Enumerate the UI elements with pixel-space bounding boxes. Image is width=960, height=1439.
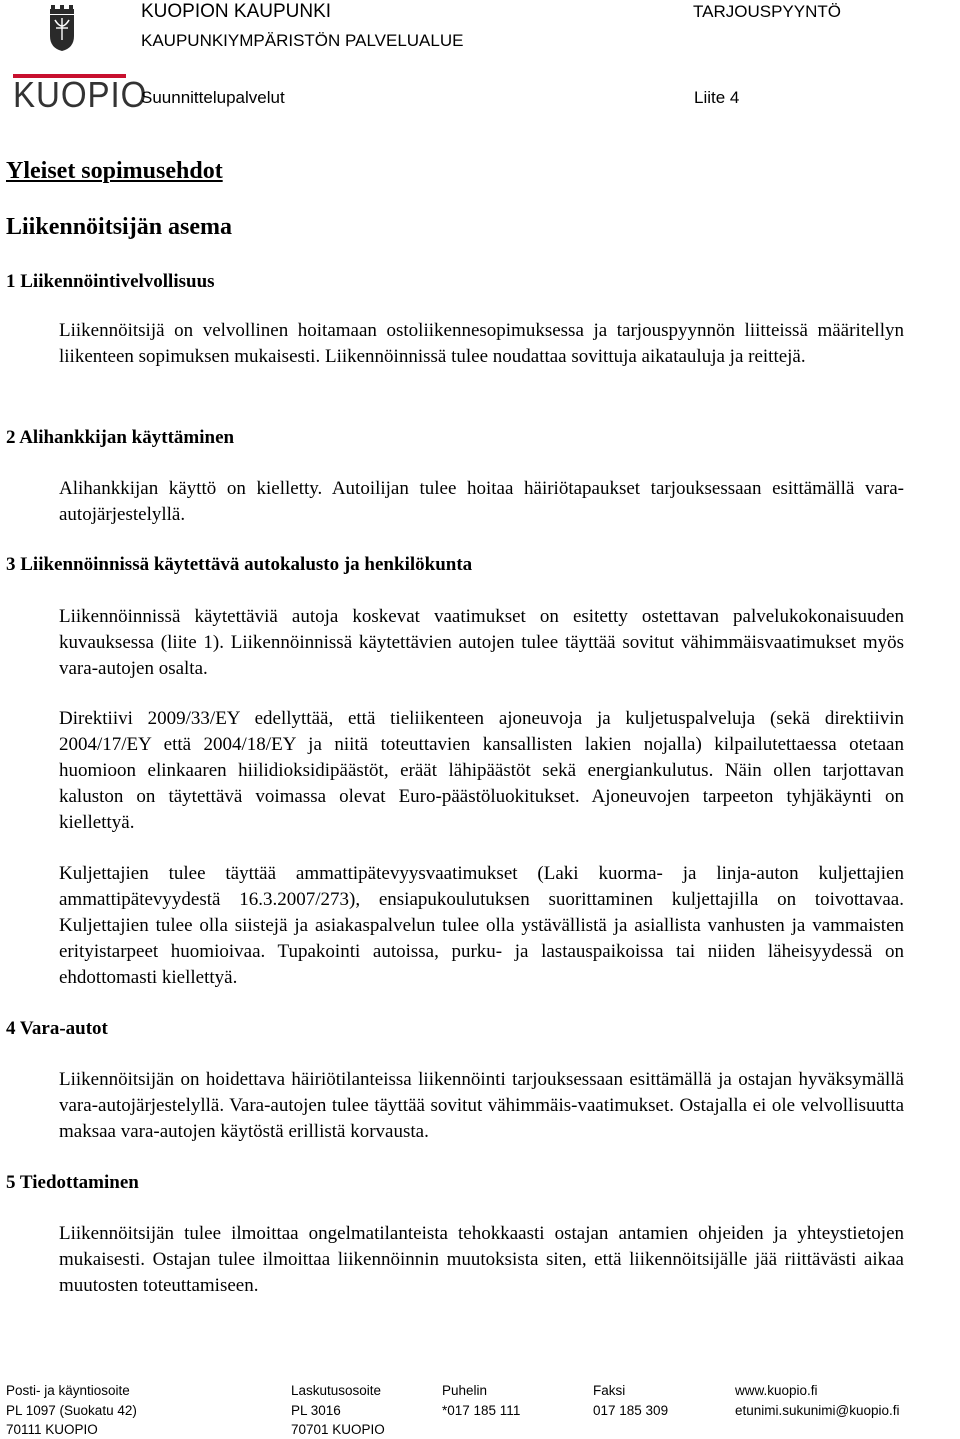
section-paragraph: Kuljettajien tulee täyttää ammattipätevyysvaatimukset (Laki kuorma- ja linja-auton kuljettajien ammattipätevyydestä 16.3.2007/273), ensiapukoulutuksen suorittaminen kuljettajilla on toivottavaa. Kuljettajien tulee olla siistejä ja asiakaspalvelun tulee olla ystävällistä ja asiallista vanhusten ja vammaisten erityistarpeet huomioivaa. Tupakointi autoissa, purku- ja lastauspaikoissa tai niiden läheisyydessä on ehdottomasti kiellettyä. [59, 863, 904, 988]
section-heading: 4 Vara-autot [6, 1018, 108, 1039]
address-line1: PL 1097 (Suokatu 42) [6, 1403, 137, 1418]
section-heading: 3 Liikennöinnissä käytettävä autokalusto ja henkilökunta [6, 554, 473, 575]
email-link[interactable]: etunimi.sukunimi@kuopio.fi [735, 1403, 900, 1418]
org-name: KUOPION KAUPUNKI [141, 1, 332, 22]
section-paragraph: Direktiivi 2009/33/EY edellyttää, että tieliikenteen ajoneuvoja ja kuljetuspalveluja (sekä direktiivin 2004/17/EY että 2004/18/EY ja niitä toteuttavien kansallisten lakien nojalla) kilpailutettaessa otetaan huomioon elinkaaren hiilidioksidipäästöt, eräät lähipäästöt sekä energiankulutus. Näin ollen tarjottavan kaluston on täytettävä voimassa olevat Euro-päästöluokitukset. Ajoneuvojen tarpeeton tyhjäkäynti on kiellettyä. [59, 708, 904, 833]
unit-name: Suunnittelupalvelut [141, 88, 285, 107]
billing-line2: 70701 KUOPIO [291, 1422, 385, 1437]
document-subtitle: Liikennöitsijän asema [6, 214, 233, 240]
section-paragraph: Liikennöinnissä käytettäviä autoja koskevat vaatimukset on esitetty ostettavan palvelukokonaisuuden kuvauksessa (liite 1). Liikennöinnissä käytettävien autojen tulee täyttää sovitut vähimmäisvaatimukset myös vara-autojen osalta. [59, 606, 904, 679]
document-title: Yleiset sopimusehdot [6, 158, 223, 184]
fax-label: Faksi [593, 1383, 626, 1398]
phone-number: *017 185 111 [442, 1403, 521, 1418]
logo-text: KUOPIO [13, 74, 148, 115]
coat-of-arms-icon [49, 4, 75, 52]
address-line2: 70111 KUOPIO [6, 1422, 98, 1437]
address-label: Posti- ja käyntiosoite [6, 1383, 130, 1398]
fax-number: 017 185 309 [593, 1403, 669, 1418]
department-name: KAUPUNKIYMPÄRISTÖN PALVELUALUE [141, 31, 464, 50]
website-link[interactable]: www.kuopio.fi [735, 1383, 818, 1398]
billing-line1: PL 3016 [291, 1403, 341, 1418]
footer [0, 1378, 960, 1436]
header [0, 0, 960, 120]
section-heading: 2 Alihankkijan käyttäminen [6, 427, 235, 448]
kuopio-logo [11, 72, 148, 115]
billing-label: Laskutusosoite [291, 1383, 382, 1398]
section-paragraph: Liikennöitsijän on hoidettava häiriötilanteissa liikennöinti tarjouksessaan esittämällä ja ostajan hyväksymällä vara-autojärjestelyllä. Vara-autojen tulee täyttää sovitut vähimmäis-vaatimukset. Ostajalla ei ole velvollisuutta maksaa vara-autojen käytöstä erillistä korvausta. [59, 1069, 904, 1142]
section-paragraph: Alihankkijan käyttö on kielletty. Autoilijan tulee hoitaa häiriötapaukset tarjouksessaan esittämällä vara-autojärjestelyllä. [59, 478, 904, 525]
phone-label: Puhelin [442, 1383, 488, 1398]
section-paragraph: Liikennöitsijän tulee ilmoittaa ongelmatilanteista tehokkaasti ostajan antamien ohjeiden ja yhteystietojen mukaisesti. Ostajan tulee ilmoittaa liikennöinnin muutoksista siten, että liikennöitsijälle jää riittävästi aikaa muutosten toteuttamiseen. [59, 1223, 904, 1296]
section-paragraph: Liikennöitsijä on velvollinen hoitamaan ostoliikennesopimuksessa ja tarjouspyynnön liitteissä määritellyn liikenteen sopimuksen mukaisesti. Liikennöinnissä tulee noudattaa sovittuja aikatauluja ja reittejä. [59, 320, 904, 367]
section-heading: 5 Tiedottaminen [6, 1172, 139, 1193]
doc-type: TARJOUSPYYNTÖ [693, 2, 841, 21]
section-heading: 1 Liikennöintivelvollisuus [6, 271, 215, 292]
attachment-label: Liite 4 [694, 88, 740, 107]
